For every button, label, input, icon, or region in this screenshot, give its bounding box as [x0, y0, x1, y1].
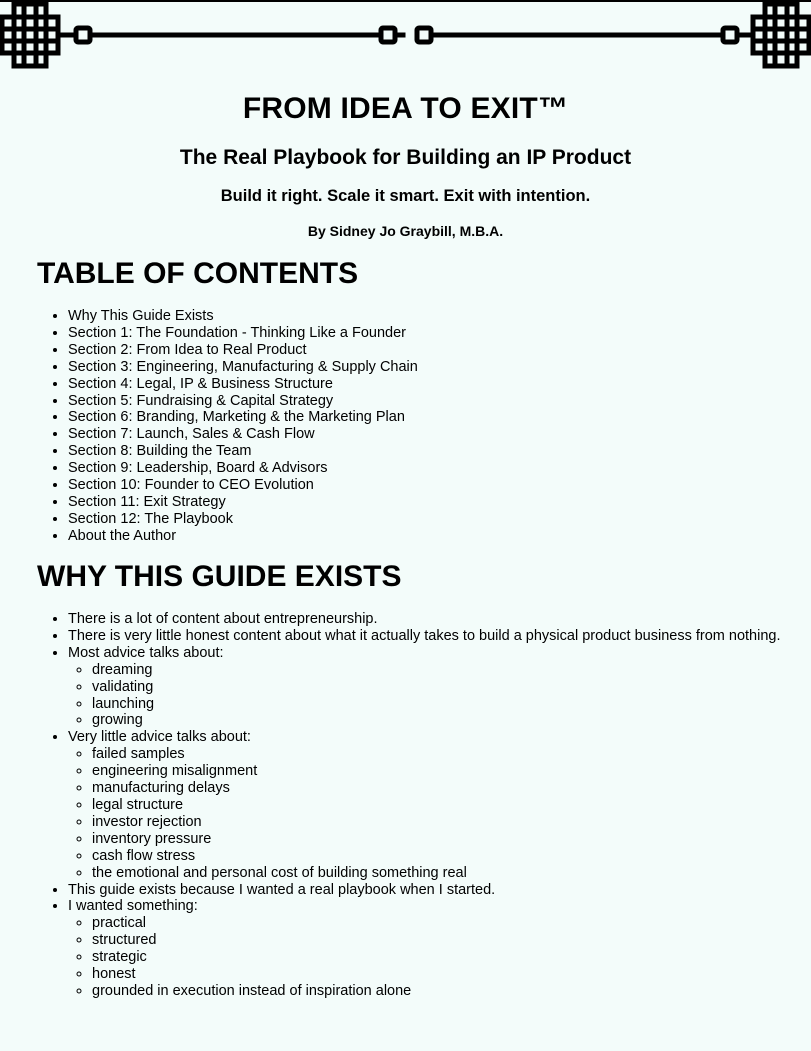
toc-item: • Section 11: Exit Strategy	[68, 494, 788, 511]
toc-item: • Section 12: The Playbook	[68, 511, 788, 528]
left-knot-ornament	[2, 4, 66, 66]
document-tagline: Build it right. Scale it smart. Exit with intention.	[220, 187, 591, 205]
sublist-item: ◦ structured	[92, 932, 788, 949]
why-item-most-advice	[68, 645, 788, 730]
sublist-item: ◦ cash flow stress	[92, 848, 788, 865]
why-item-little-advice	[68, 729, 788, 881]
sublist-item: ◦ strategic	[92, 949, 788, 966]
sublist-item: ◦ inventory pressure	[92, 831, 788, 848]
toc-heading: TABLE OF CONTENTS	[37, 257, 359, 290]
wanted-sublist	[68, 915, 788, 1000]
decorative-header-border	[0, 0, 811, 72]
sublist-item: ◦ failed samples	[92, 746, 788, 763]
toc-item: • Section 2: From Idea to Real Product	[68, 342, 788, 359]
sublist-item: ◦ validating	[92, 679, 788, 696]
little-advice-sublist	[68, 746, 788, 881]
why-item-label: Very little advice talks about:	[68, 729, 251, 746]
sublist-item: ◦ manufacturing delays	[92, 780, 788, 797]
toc-item: • Section 8: Building the Team	[68, 443, 788, 460]
sublist-item: ◦ grounded in execution instead of inspiration alone	[92, 983, 788, 1000]
sublist-item: ◦ engineering misalignment	[92, 763, 788, 780]
toc-item: • Section 5: Fundraising & Capital Strategy	[68, 393, 788, 410]
toc-list	[37, 308, 788, 545]
why-item: • This guide exists because I wanted a real playbook when I started.	[68, 882, 788, 899]
toc-item: • Why This Guide Exists	[68, 308, 788, 325]
toc-item: • Section 10: Founder to CEO Evolution	[68, 477, 788, 494]
document-subtitle: The Real Playbook for Building an IP Product	[179, 146, 632, 169]
toc-item: • About the Author	[68, 528, 788, 545]
toc-item: • Section 9: Leadership, Board & Advisors	[68, 460, 788, 477]
sublist-item: ◦ growing	[92, 712, 788, 729]
why-item-label: I wanted something:	[68, 898, 198, 915]
sublist-item: ◦ launching	[92, 696, 788, 713]
why-list	[37, 611, 788, 1000]
why-item-label: Most advice talks about:	[68, 644, 224, 661]
right-knot-ornament	[745, 4, 809, 66]
why-item-wanted	[68, 898, 788, 999]
document-title: FROM IDEA TO EXIT™	[242, 92, 569, 125]
toc-item: • Section 1: The Foundation - Thinking Like a Founder	[68, 325, 788, 342]
toc-item: • Section 6: Branding, Marketing & the Marketing Plan	[68, 409, 788, 426]
toc-item: • Section 3: Engineering, Manufacturing & Supply Chain	[68, 359, 788, 376]
why-item: • There is a lot of content about entrepreneurship.	[68, 611, 788, 628]
why-item: • There is very little honest content about what it actually takes to build a physical product business from nothing.	[68, 628, 788, 645]
why-heading: WHY THIS GUIDE EXISTS	[37, 560, 402, 593]
toc-item: • Section 7: Launch, Sales & Cash Flow	[68, 426, 788, 443]
most-advice-sublist	[68, 662, 788, 730]
sublist-item: ◦ investor rejection	[92, 814, 788, 831]
sublist-item: ◦ honest	[92, 966, 788, 983]
sublist-item: ◦ practical	[92, 915, 788, 932]
author-byline: By Sidney Jo Graybill, M.B.A.	[307, 223, 504, 239]
toc-item: • Section 4: Legal, IP & Business Structure	[68, 376, 788, 393]
sublist-item: ◦ dreaming	[92, 662, 788, 679]
sublist-item: ◦ legal structure	[92, 797, 788, 814]
sublist-item: ◦ the emotional and personal cost of building something real	[92, 865, 788, 882]
